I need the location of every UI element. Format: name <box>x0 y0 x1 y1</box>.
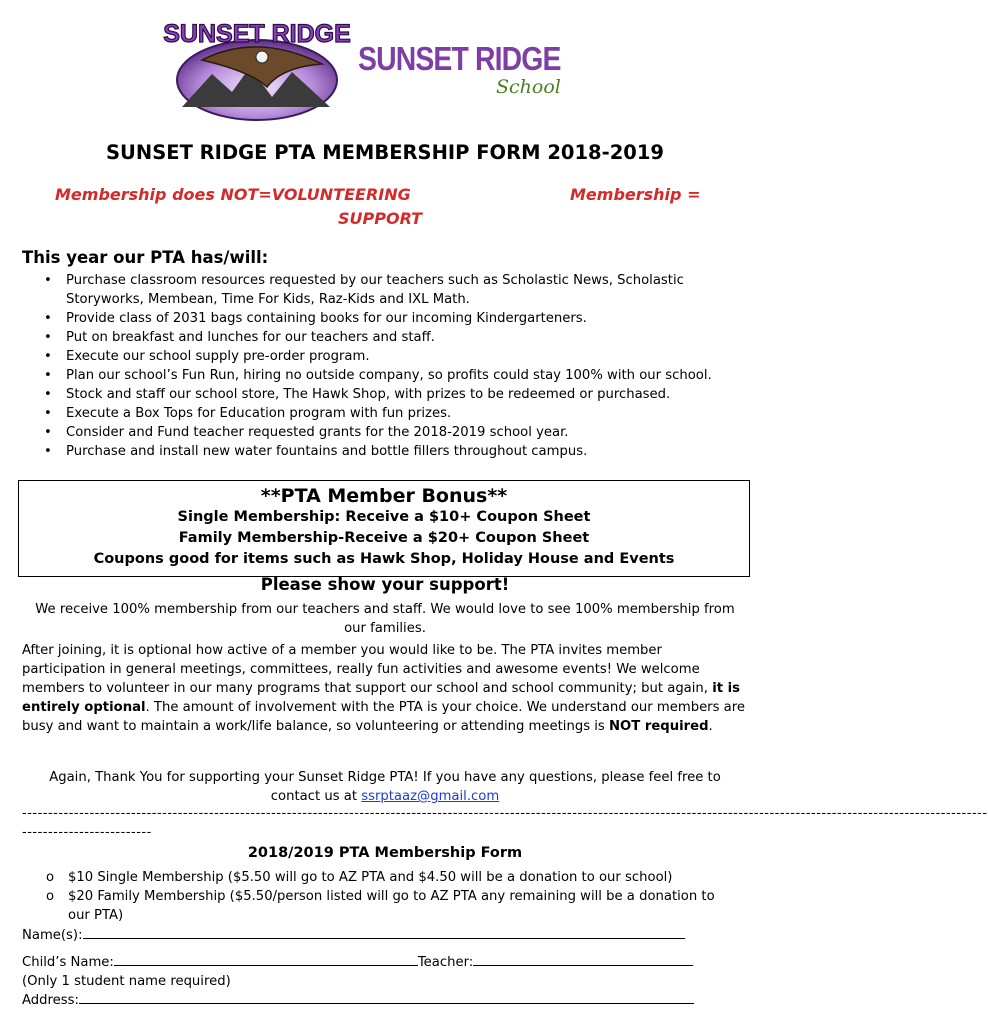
list-item: • Plan our school’s Fun Run, hiring no outside company, so profits could stay 100% with our school. <box>22 366 742 385</box>
after-text-1: After joining, it is optional how active of a member you would like to be. The PTA invites member participation in general meetings, committees, really fun activities and awesome events! We welcome members to volunteer in our many programs that support our school and school community; but again, <box>22 643 713 696</box>
receive-paragraph: We receive 100% membership from our teachers and staff. We would love to see 100% membership from our families. <box>35 602 735 636</box>
names-blank[interactable] <box>83 926 685 939</box>
list-item: • Put on breakfast and lunches for our teachers and staff. <box>22 328 742 347</box>
school-wordmark <box>358 40 561 102</box>
email-link[interactable]: ssrptaaz@gmail.com <box>361 789 500 804</box>
list-item: • Provide class of 2031 bags containing books for our incoming Kindergarteners. <box>22 309 742 328</box>
after-text-3: . <box>708 719 713 734</box>
bonus-title: **PTA Member Bonus** <box>260 485 508 507</box>
address-field[interactable] <box>22 991 694 1010</box>
after-joining-paragraph <box>22 641 746 736</box>
logo-badge-text: SUNSET RIDGE <box>163 20 351 48</box>
list-item: • Stock and staff our school store, The Hawk Shop, with prizes to be redeemed or purchased. <box>22 385 742 404</box>
bonus-family: Family Membership-Receive a $20+ Coupon Sheet <box>178 530 590 546</box>
tagline-right-cont: SUPPORT <box>338 209 423 228</box>
divider-line: ------------------------------------------------------------------------------------------------------------------------------------------------------------------------------------------ <box>22 806 988 821</box>
names-field[interactable] <box>22 926 685 945</box>
thanks-text: Again, Thank You for supporting your Sunset Ridge PTA! If you have any questions, please feel free to contact us at <box>49 770 721 804</box>
child-name-label: Child’s Name: <box>22 955 114 970</box>
list-item: • Execute our school supply pre-order program. <box>22 347 742 366</box>
after-bold-2: NOT required <box>609 719 709 734</box>
after-bold-1: it is entirely optional <box>22 681 740 715</box>
list-item: • Consider and Fund teacher requested grants for the 2018-2019 school year. <box>22 423 742 442</box>
list-item: • Purchase and install new water fountains and bottle fillers throughout campus. <box>22 442 742 461</box>
after-text-2: . The amount of involvement with the PTA is your choice. We understand our members are busy and want to maintain a work/life balance, so volunteering or attending meetings is <box>22 700 745 734</box>
child-name-blank[interactable] <box>114 953 418 966</box>
membership-option-single[interactable]: o $10 Single Membership ($5.50 will go to AZ PTA and $4.50 will be a donation to our school) <box>22 868 738 887</box>
bonus-coupons: Coupons good for items such as Hawk Shop, Holiday House and Events <box>93 551 675 567</box>
teacher-blank[interactable] <box>473 953 693 966</box>
resources-list <box>22 271 742 461</box>
form-heading: 2018/2019 PTA Membership Form <box>247 845 523 861</box>
bonus-single: Single Membership: Receive a $10+ Coupon Sheet <box>177 509 591 525</box>
school-name: SUNSET RIDGE <box>358 40 561 77</box>
divider-line-end: ------------------------- <box>22 825 152 840</box>
membership-options <box>22 868 738 925</box>
teacher-label: Teacher: <box>417 955 474 970</box>
address-blank[interactable] <box>79 991 694 1004</box>
member-bonus-box <box>18 480 750 577</box>
list-item: • Execute a Box Tops for Education program with fun prizes. <box>22 404 742 423</box>
page-title: SUNSET RIDGE PTA MEMBERSHIP FORM 2018-2019 <box>106 141 664 164</box>
tagline-right: Membership = <box>570 185 701 204</box>
tagline-left: Membership does NOT=VOLUNTEERING <box>55 185 411 204</box>
school-logo <box>163 12 351 122</box>
membership-option-family[interactable]: o $20 Family Membership ($5.50/person listed will go to AZ PTA any remaining will be a donation to our PTA) <box>22 887 738 925</box>
names-label: Name(s): <box>22 928 83 943</box>
thanks-paragraph <box>25 768 745 806</box>
school-subtitle: School <box>496 76 561 98</box>
section-heading: This year our PTA has/will: <box>22 248 269 267</box>
list-item: • Purchase classroom resources requested by our teachers such as Scholastic News, Scholastic Storyworks, Membean, Time For Kids, Raz-Kids and IXL Math. <box>22 271 742 309</box>
only-one-note: (Only 1 student name required) <box>22 974 231 989</box>
address-label: Address: <box>22 993 79 1008</box>
support-heading: Please show your support! <box>260 575 510 594</box>
child-teacher-field[interactable] <box>22 953 693 972</box>
